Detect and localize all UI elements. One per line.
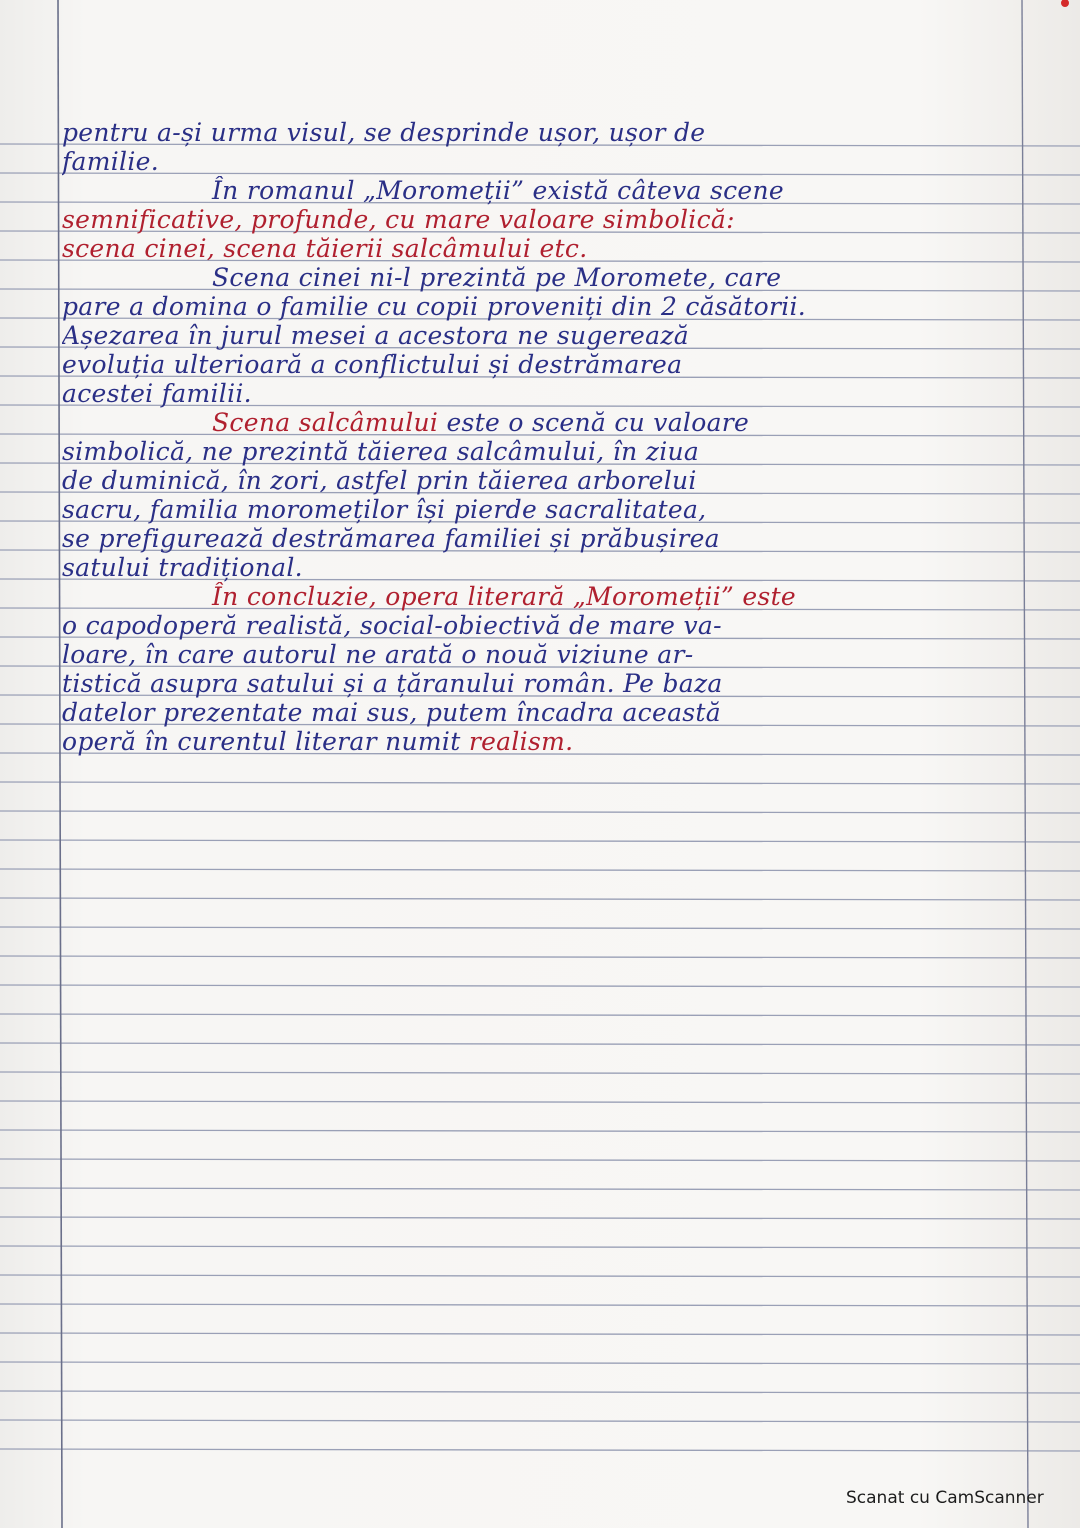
rule-line <box>0 1014 1080 1016</box>
red-corner-mark <box>1058 0 1072 14</box>
text-line <box>62 495 1022 524</box>
text-line <box>62 205 1022 234</box>
text-line <box>62 263 1022 292</box>
text-line <box>62 437 1022 466</box>
text-line <box>62 379 1022 408</box>
text-segment: pentru a-și urma visul, se desprinde ușor, ușor de <box>62 118 706 147</box>
text-line <box>62 234 1022 263</box>
text-segment: tistică asupra satului și a țăranului român. Pe baza <box>62 669 723 698</box>
text-line <box>62 350 1022 379</box>
text-segment: evoluția ulterioară a conflictului și destrămarea <box>62 350 683 379</box>
text-segment: se prefigurează destrămarea familiei și prăbușirea <box>62 524 720 553</box>
rule-line <box>0 1159 1080 1161</box>
scanner-watermark: Scanat cu CamScanner <box>846 1488 1044 1508</box>
rule-line <box>0 927 1080 929</box>
right-margin-line <box>1022 0 1028 1528</box>
rule-line <box>0 1246 1080 1248</box>
text-segment: datelor prezentate mai sus, putem încadra această <box>62 698 721 727</box>
text-segment: Așezarea în jurul mesei a acestora ne sugerează <box>62 321 689 350</box>
text-line <box>62 176 1022 205</box>
text-line <box>62 669 1022 698</box>
text-segment: simbolică, ne prezintă tăierea salcâmului, în ziua <box>62 437 700 466</box>
rule-line <box>0 1101 1080 1103</box>
text-line <box>62 640 1022 669</box>
text-line <box>62 147 1022 176</box>
text-segment: sacru, familia moromeților își pierde sacralitatea, <box>62 495 707 524</box>
text-segment: este o scenă cu valoare <box>438 408 750 437</box>
rule-line <box>0 1362 1080 1364</box>
rule-line <box>0 1391 1080 1393</box>
rule-line <box>0 1420 1080 1422</box>
text-segment: de duminică, în zori, astfel prin tăierea arborelui <box>62 466 697 495</box>
rule-line <box>0 1130 1080 1132</box>
text-segment: În romanul „Moromeții” există câteva scene <box>212 176 785 205</box>
rule-line <box>0 1333 1080 1335</box>
text-line <box>62 321 1022 350</box>
text-line <box>62 466 1022 495</box>
rule-line <box>0 782 1080 784</box>
rule-line <box>0 985 1080 987</box>
text-line <box>62 727 1022 756</box>
rule-line <box>0 1449 1080 1451</box>
text-segment: realism. <box>468 727 574 756</box>
text-segment: acestei familii. <box>62 379 252 408</box>
text-segment: satului tradițional. <box>62 553 303 582</box>
text-segment: operă în curentul literar numit <box>62 727 469 756</box>
text-line <box>62 292 1022 321</box>
text-line <box>62 118 1022 147</box>
rule-line <box>0 869 1080 871</box>
rule-line <box>0 898 1080 900</box>
text-segment: pare a domina o familie cu copii proveniți din 2 căsătorii. <box>62 292 807 321</box>
text-line <box>62 698 1022 727</box>
text-line <box>62 611 1022 640</box>
rule-line <box>0 840 1080 842</box>
rule-line <box>0 1043 1080 1045</box>
text-segment: Scena salcâmului <box>212 408 439 437</box>
rule-line <box>0 956 1080 958</box>
rule-line <box>0 811 1080 813</box>
text-segment: scena cinei, scena tăierii salcâmului etc. <box>62 234 588 263</box>
text-segment: semnificative, profunde, cu mare valoare simbolică: <box>62 205 735 234</box>
rule-line <box>0 1304 1080 1306</box>
handwritten-text <box>62 118 1022 756</box>
text-segment: familie. <box>62 147 159 176</box>
rule-line <box>0 1072 1080 1074</box>
text-line <box>62 524 1022 553</box>
text-segment: În concluzie, opera literară „Moromeții” este <box>212 582 797 611</box>
text-segment: loare, în care autorul ne arată o nouă viziune ar- <box>62 640 694 669</box>
rule-line <box>0 1217 1080 1219</box>
text-line <box>62 582 1022 611</box>
text-segment: o capodoperă realistă, social-obiectivă de mare va- <box>62 611 722 640</box>
text-line <box>62 553 1022 582</box>
text-segment: Scena cinei ni-l prezintă pe Moromete, care <box>212 263 782 292</box>
rule-line <box>0 1275 1080 1277</box>
rule-line <box>0 1188 1080 1190</box>
text-line <box>62 408 1022 437</box>
